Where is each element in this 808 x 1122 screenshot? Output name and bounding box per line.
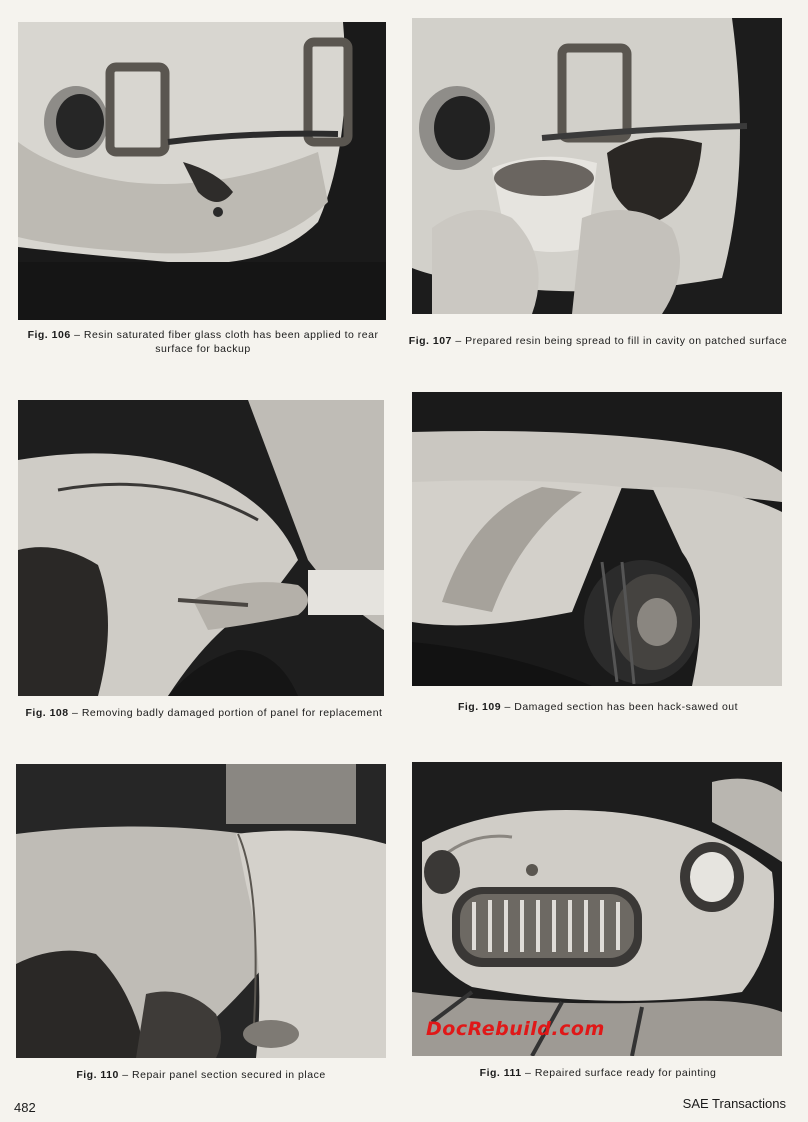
figure-111-photo bbox=[412, 762, 782, 1056]
figure-107-label: Fig. 107 bbox=[408, 335, 452, 347]
figure-108-caption bbox=[8, 706, 400, 720]
figure-106-caption bbox=[14, 328, 392, 356]
figure-110-label: Fig. 110 bbox=[76, 1069, 119, 1081]
figure-109-caption bbox=[412, 700, 784, 714]
figure-110-caption bbox=[16, 1068, 386, 1082]
figure-106-text: Resin saturated fiber glass cloth has been applied to rear surface for backup bbox=[83, 329, 379, 355]
figure-111-text: Repaired surface ready for painting bbox=[534, 1067, 717, 1079]
figure-107-caption bbox=[406, 334, 790, 348]
caption-separator: – bbox=[68, 707, 82, 719]
figure-109-label: Fig. 109 bbox=[457, 701, 502, 713]
page-number: 482 bbox=[14, 1100, 36, 1115]
figure-108-label: Fig. 108 bbox=[25, 707, 69, 719]
figure-109-text: Damaged section has been hack-sawed out bbox=[514, 701, 739, 713]
caption-separator: – bbox=[70, 329, 84, 341]
figure-111-caption bbox=[412, 1066, 784, 1080]
figure-111-label: Fig. 111 bbox=[479, 1067, 522, 1079]
figure-109-photo bbox=[412, 392, 782, 686]
figure-107-text: Prepared resin being spread to fill in cavity on patched surface bbox=[465, 335, 788, 347]
caption-separator: – bbox=[521, 1067, 535, 1079]
caption-separator: – bbox=[118, 1069, 133, 1081]
figure-108-photo bbox=[18, 400, 384, 696]
figure-110-photo bbox=[16, 764, 386, 1058]
figure-110-text: Repair panel section secured in place bbox=[132, 1069, 326, 1081]
publication-name: SAE Transactions bbox=[682, 1096, 786, 1111]
watermark-text: DocRebuild.com bbox=[426, 1018, 605, 1040]
figure-106-label: Fig. 106 bbox=[27, 329, 71, 341]
caption-separator: – bbox=[501, 701, 515, 713]
figure-106-photo bbox=[18, 22, 386, 320]
figure-108-text: Removing badly damaged portion of panel for replacement bbox=[81, 707, 383, 719]
caption-separator: – bbox=[451, 335, 466, 347]
figure-107-photo bbox=[412, 18, 782, 314]
